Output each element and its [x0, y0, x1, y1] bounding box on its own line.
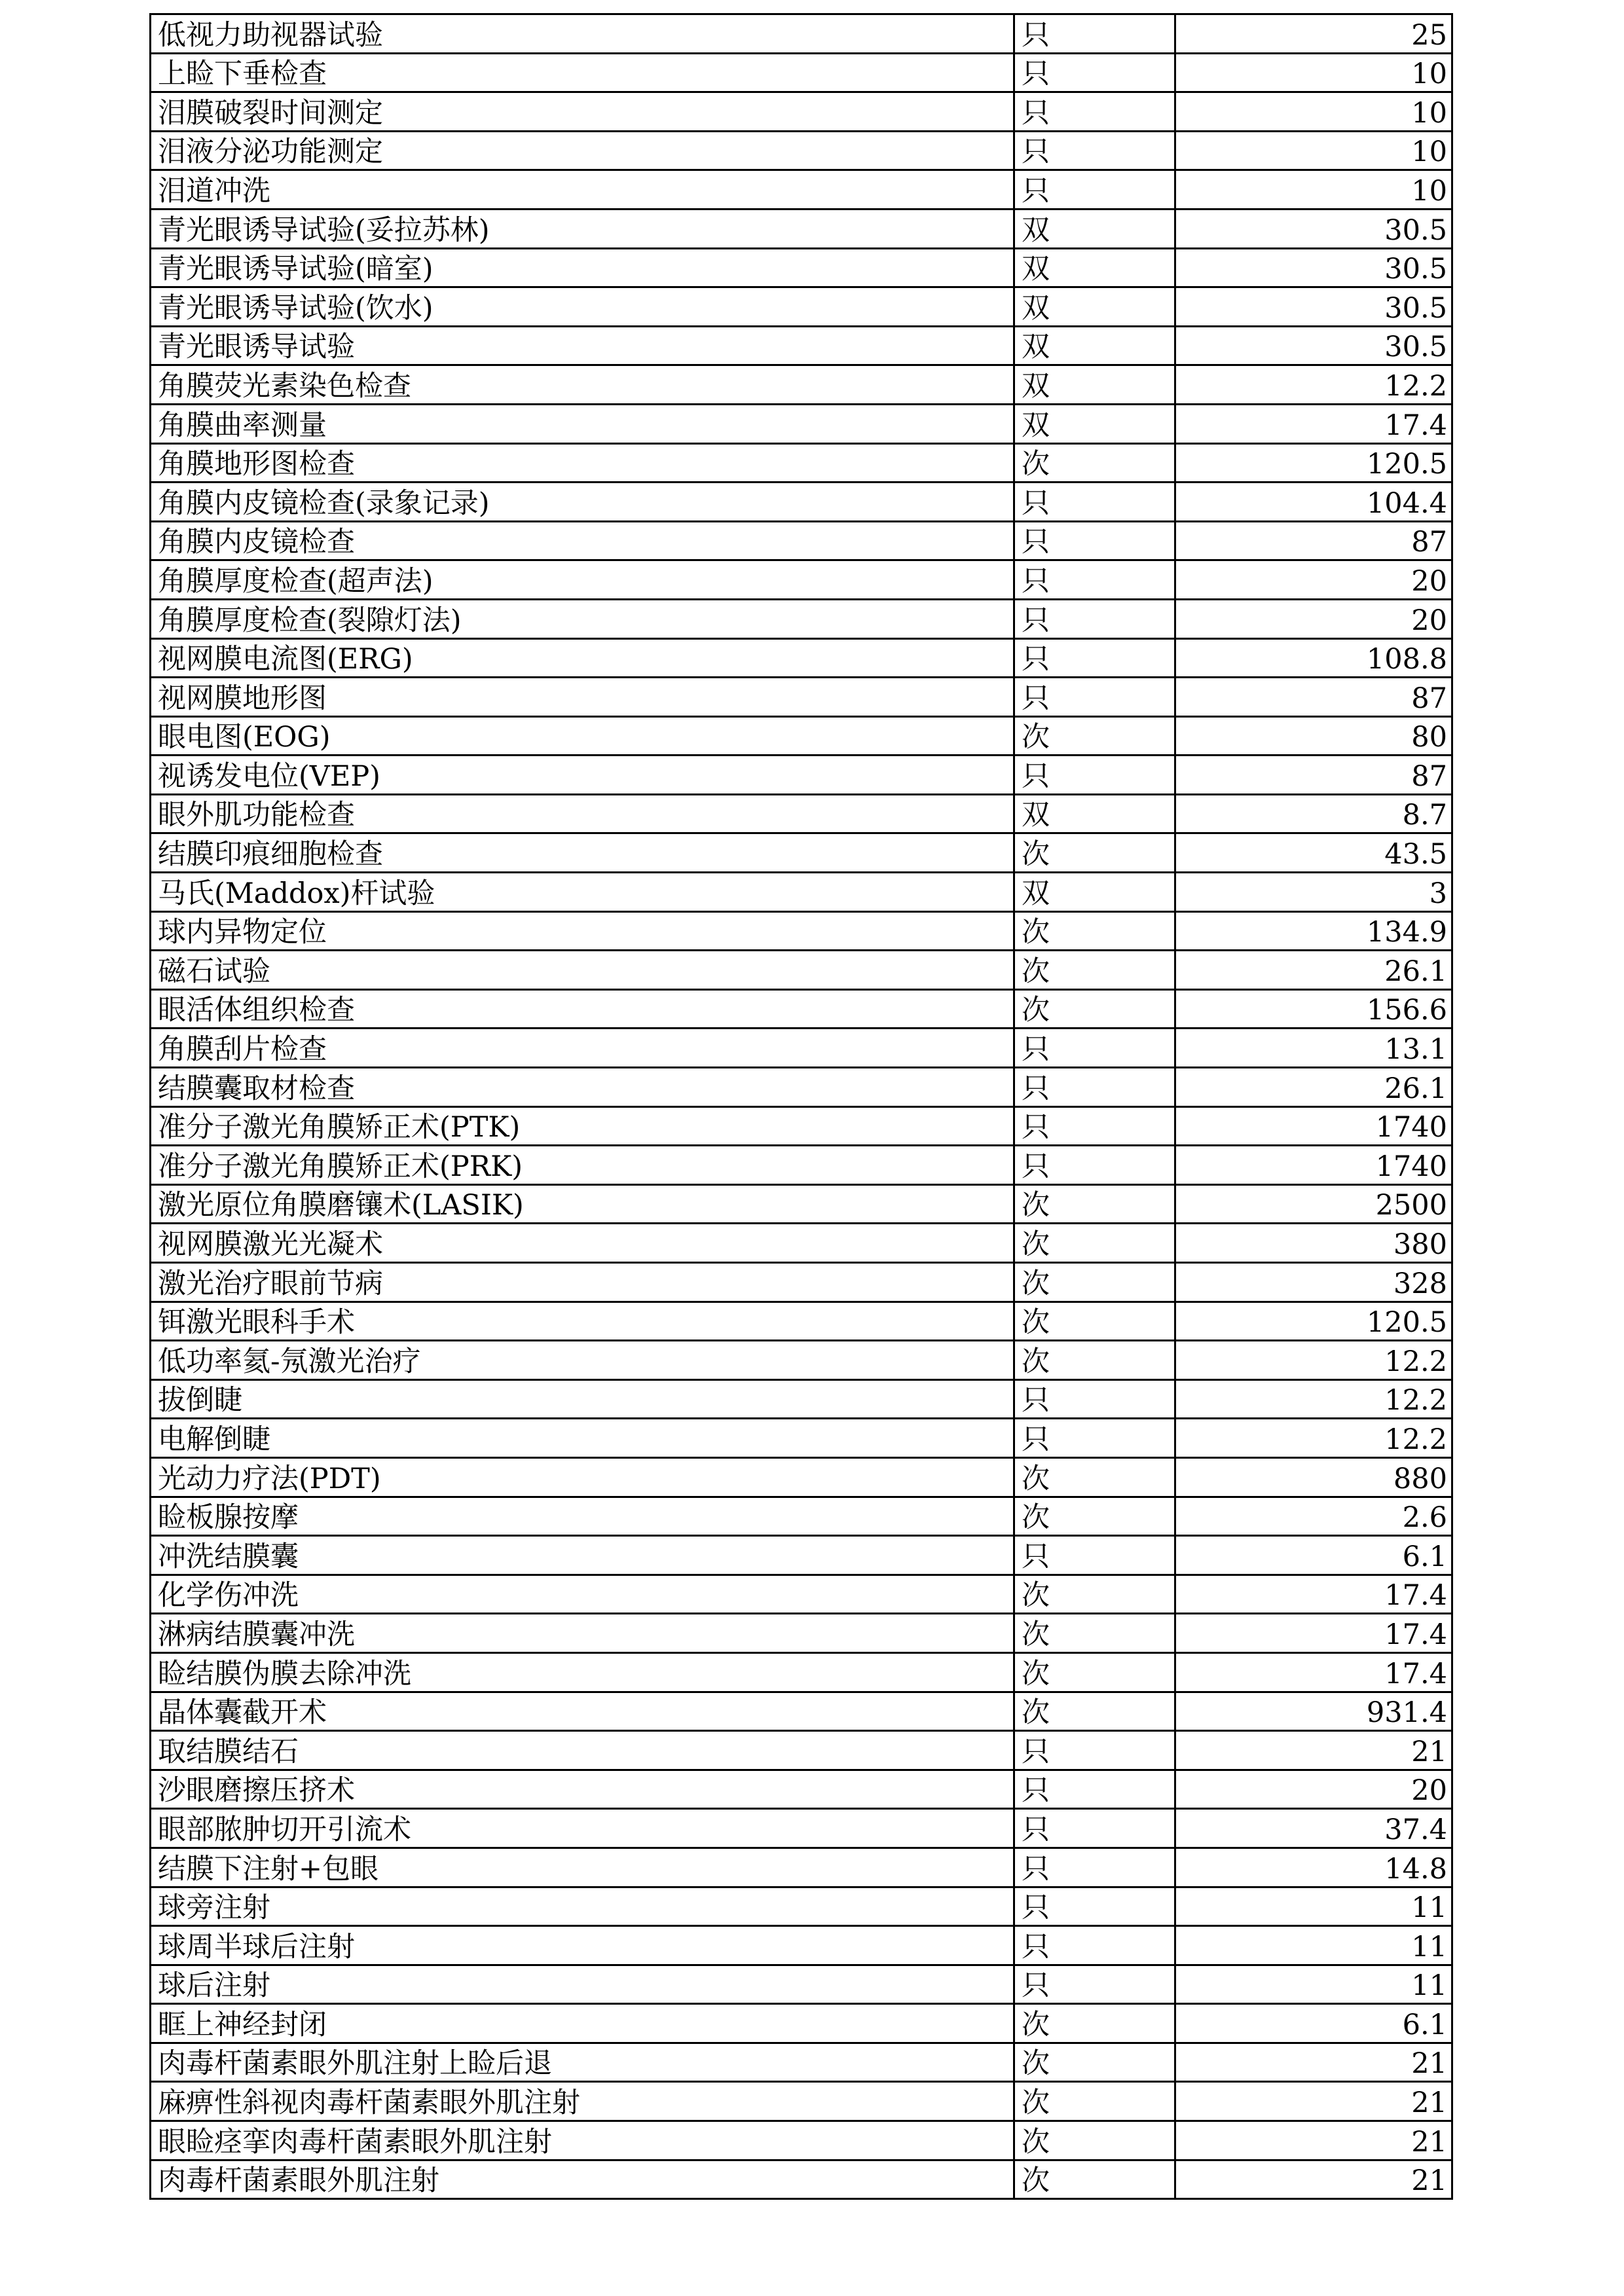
price-cell: 10 — [1175, 53, 1452, 92]
unit-cell: 次 — [1014, 911, 1175, 951]
item-name-cell: 化学伤冲洗 — [151, 1575, 1014, 1614]
item-name-cell: 低功率氦-氖激光治疗 — [151, 1341, 1014, 1380]
price-cell: 17.4 — [1175, 1575, 1452, 1614]
price-cell: 134.9 — [1175, 911, 1452, 951]
price-cell: 20 — [1175, 1770, 1452, 1809]
price-cell: 20 — [1175, 599, 1452, 638]
item-name-cell: 青光眼诱导试验 — [151, 326, 1014, 365]
table-row — [151, 1497, 1452, 1536]
price-cell: 8.7 — [1175, 794, 1452, 833]
unit-cell: 次 — [1014, 1184, 1175, 1224]
unit-cell: 只 — [1014, 53, 1175, 92]
unit-cell: 次 — [1014, 716, 1175, 756]
item-name-cell: 球后注射 — [151, 1965, 1014, 2004]
table-row — [151, 833, 1452, 873]
unit-cell: 只 — [1014, 1731, 1175, 1770]
item-name-cell: 结膜印痕细胞检查 — [151, 833, 1014, 873]
price-cell: 104.4 — [1175, 483, 1452, 522]
price-cell: 43.5 — [1175, 833, 1452, 873]
unit-cell: 次 — [1014, 1652, 1175, 1692]
table-row — [151, 638, 1452, 678]
price-cell: 6.1 — [1175, 1536, 1452, 1575]
table-row — [151, 599, 1452, 638]
item-name-cell: 光动力疗法(PDT) — [151, 1457, 1014, 1497]
item-name-cell: 铒激光眼科手术 — [151, 1302, 1014, 1341]
price-cell: 2500 — [1175, 1184, 1452, 1224]
unit-cell: 只 — [1014, 599, 1175, 638]
price-cell: 17.4 — [1175, 404, 1452, 443]
item-name-cell: 球周半球后注射 — [151, 1926, 1014, 1965]
price-cell: 14.8 — [1175, 1848, 1452, 1887]
item-name-cell: 电解倒睫 — [151, 1419, 1014, 1458]
table-row — [151, 1770, 1452, 1809]
table-row — [151, 1809, 1452, 1848]
unit-cell: 只 — [1014, 131, 1175, 170]
table-row — [151, 716, 1452, 756]
unit-cell: 双 — [1014, 365, 1175, 405]
table-row — [151, 1652, 1452, 1692]
price-cell: 12.2 — [1175, 1379, 1452, 1419]
table-row — [151, 873, 1452, 912]
price-cell: 11 — [1175, 1887, 1452, 1926]
unit-cell: 只 — [1014, 1536, 1175, 1575]
unit-cell: 次 — [1014, 1302, 1175, 1341]
unit-cell: 只 — [1014, 1770, 1175, 1809]
price-cell: 2.6 — [1175, 1497, 1452, 1536]
item-name-cell: 眼外肌功能检查 — [151, 794, 1014, 833]
item-name-cell: 角膜内皮镜检查(录象记录) — [151, 483, 1014, 522]
table-row — [151, 92, 1452, 132]
item-name-cell: 角膜荧光素染色检查 — [151, 365, 1014, 405]
table-row — [151, 1692, 1452, 1731]
unit-cell: 次 — [1014, 2004, 1175, 2043]
unit-cell: 只 — [1014, 1419, 1175, 1458]
unit-cell: 只 — [1014, 1848, 1175, 1887]
item-name-cell: 晶体囊截开术 — [151, 1692, 1014, 1731]
unit-cell: 次 — [1014, 951, 1175, 990]
unit-cell: 只 — [1014, 1106, 1175, 1146]
item-name-cell: 冲洗结膜囊 — [151, 1536, 1014, 1575]
item-name-cell: 眼部脓肿切开引流术 — [151, 1809, 1014, 1848]
table-row — [151, 1614, 1452, 1653]
price-cell: 30.5 — [1175, 248, 1452, 287]
unit-cell: 只 — [1014, 1965, 1175, 2004]
unit-cell: 双 — [1014, 326, 1175, 365]
item-name-cell: 角膜曲率测量 — [151, 404, 1014, 443]
unit-cell: 只 — [1014, 678, 1175, 717]
item-name-cell: 麻痹性斜视肉毒杆菌素眼外肌注射 — [151, 2082, 1014, 2121]
price-cell: 26.1 — [1175, 1068, 1452, 1107]
unit-cell: 双 — [1014, 404, 1175, 443]
price-cell: 1740 — [1175, 1106, 1452, 1146]
price-cell: 87 — [1175, 756, 1452, 795]
item-name-cell: 眶上神经封闭 — [151, 2004, 1014, 2043]
item-name-cell: 眼电图(EOG) — [151, 716, 1014, 756]
table-row — [151, 560, 1452, 600]
table-row — [151, 521, 1452, 560]
price-cell: 30.5 — [1175, 209, 1452, 248]
item-name-cell: 上睑下垂检查 — [151, 53, 1014, 92]
table-row — [151, 1029, 1452, 1068]
price-cell: 13.1 — [1175, 1029, 1452, 1068]
price-cell: 1740 — [1175, 1146, 1452, 1185]
price-cell: 87 — [1175, 521, 1452, 560]
item-name-cell: 球内异物定位 — [151, 911, 1014, 951]
table-row — [151, 1731, 1452, 1770]
item-name-cell: 眼活体组织检查 — [151, 989, 1014, 1029]
table-row — [151, 1068, 1452, 1107]
table-row — [151, 14, 1452, 54]
item-name-cell: 马氏(Maddox)杆试验 — [151, 873, 1014, 912]
price-cell: 6.1 — [1175, 2004, 1452, 2043]
unit-cell: 只 — [1014, 560, 1175, 600]
item-name-cell: 肉毒杆菌素眼外肌注射 — [151, 2160, 1014, 2199]
price-cell: 931.4 — [1175, 1692, 1452, 1731]
table-row — [151, 1263, 1452, 1302]
unit-cell: 双 — [1014, 794, 1175, 833]
table-row — [151, 678, 1452, 717]
unit-cell: 只 — [1014, 1029, 1175, 1068]
table-row — [151, 756, 1452, 795]
item-name-cell: 睑结膜伪膜去除冲洗 — [151, 1652, 1014, 1692]
item-name-cell: 角膜厚度检查(裂隙灯法) — [151, 599, 1014, 638]
table-row — [151, 2043, 1452, 2082]
price-cell: 12.2 — [1175, 365, 1452, 405]
price-cell: 87 — [1175, 678, 1452, 717]
unit-cell: 只 — [1014, 1887, 1175, 1926]
price-cell: 26.1 — [1175, 951, 1452, 990]
price-cell: 12.2 — [1175, 1341, 1452, 1380]
price-cell: 21 — [1175, 2121, 1452, 2160]
table-row — [151, 1575, 1452, 1614]
price-cell: 11 — [1175, 1965, 1452, 2004]
unit-cell: 双 — [1014, 873, 1175, 912]
table-row — [151, 911, 1452, 951]
unit-cell: 次 — [1014, 1497, 1175, 1536]
table-row — [151, 53, 1452, 92]
table-row — [151, 1302, 1452, 1341]
item-name-cell: 视网膜地形图 — [151, 678, 1014, 717]
table-row — [151, 1106, 1452, 1146]
price-cell: 3 — [1175, 873, 1452, 912]
price-cell: 17.4 — [1175, 1652, 1452, 1692]
table-row — [151, 1146, 1452, 1185]
price-cell: 120.5 — [1175, 443, 1452, 483]
unit-cell: 次 — [1014, 833, 1175, 873]
unit-cell: 次 — [1014, 2043, 1175, 2082]
price-cell: 17.4 — [1175, 1614, 1452, 1653]
unit-cell: 只 — [1014, 1926, 1175, 1965]
table-row — [151, 1419, 1452, 1458]
item-name-cell: 睑板腺按摩 — [151, 1497, 1014, 1536]
item-name-cell: 结膜下注射+包眼 — [151, 1848, 1014, 1887]
unit-cell: 只 — [1014, 170, 1175, 210]
price-cell: 10 — [1175, 170, 1452, 210]
item-name-cell: 青光眼诱导试验(妥拉苏林) — [151, 209, 1014, 248]
item-name-cell: 准分子激光角膜矫正术(PTK) — [151, 1106, 1014, 1146]
unit-cell: 次 — [1014, 1341, 1175, 1380]
item-name-cell: 肉毒杆菌素眼外肌注射上睑后退 — [151, 2043, 1014, 2082]
unit-cell: 次 — [1014, 2082, 1175, 2121]
item-name-cell: 结膜囊取材检查 — [151, 1068, 1014, 1107]
price-cell: 156.6 — [1175, 989, 1452, 1029]
unit-cell: 只 — [1014, 483, 1175, 522]
table-row — [151, 1224, 1452, 1263]
price-cell: 30.5 — [1175, 326, 1452, 365]
item-name-cell: 眼睑痉挛肉毒杆菌素眼外肌注射 — [151, 2121, 1014, 2160]
price-cell: 10 — [1175, 131, 1452, 170]
price-cell: 20 — [1175, 560, 1452, 600]
table-row — [151, 951, 1452, 990]
price-cell: 120.5 — [1175, 1302, 1452, 1341]
unit-cell: 次 — [1014, 1692, 1175, 1731]
price-cell: 11 — [1175, 1926, 1452, 1965]
unit-cell: 只 — [1014, 1379, 1175, 1419]
item-name-cell: 角膜刮片检查 — [151, 1029, 1014, 1068]
unit-cell: 只 — [1014, 14, 1175, 54]
table-row — [151, 209, 1452, 248]
unit-cell: 只 — [1014, 521, 1175, 560]
table-row — [151, 287, 1452, 327]
unit-cell: 次 — [1014, 1457, 1175, 1497]
table-row — [151, 248, 1452, 287]
item-name-cell: 拔倒睫 — [151, 1379, 1014, 1419]
table-row — [151, 1184, 1452, 1224]
table-row — [151, 1457, 1452, 1497]
item-name-cell: 青光眼诱导试验(饮水) — [151, 287, 1014, 327]
table-row — [151, 404, 1452, 443]
table-row — [151, 989, 1452, 1029]
unit-cell: 只 — [1014, 92, 1175, 132]
item-name-cell: 激光原位角膜磨镶术(LASIK) — [151, 1184, 1014, 1224]
unit-cell: 次 — [1014, 1614, 1175, 1653]
price-cell: 12.2 — [1175, 1419, 1452, 1458]
price-cell: 880 — [1175, 1457, 1452, 1497]
price-cell: 328 — [1175, 1263, 1452, 1302]
table-row — [151, 483, 1452, 522]
table-row — [151, 2121, 1452, 2160]
unit-cell: 只 — [1014, 1146, 1175, 1185]
table-row — [151, 443, 1452, 483]
unit-cell: 只 — [1014, 638, 1175, 678]
item-name-cell: 取结膜结石 — [151, 1731, 1014, 1770]
item-name-cell: 泪液分泌功能测定 — [151, 131, 1014, 170]
table-row — [151, 1965, 1452, 2004]
table-row — [151, 1341, 1452, 1380]
table-row — [151, 131, 1452, 170]
unit-cell: 次 — [1014, 2160, 1175, 2199]
item-name-cell: 低视力助视器试验 — [151, 14, 1014, 54]
price-cell: 80 — [1175, 716, 1452, 756]
unit-cell: 双 — [1014, 248, 1175, 287]
table-row — [151, 794, 1452, 833]
item-name-cell: 泪道冲洗 — [151, 170, 1014, 210]
unit-cell: 次 — [1014, 443, 1175, 483]
table-row — [151, 1848, 1452, 1887]
table-row — [151, 1887, 1452, 1926]
price-cell: 21 — [1175, 2160, 1452, 2199]
unit-cell: 次 — [1014, 1263, 1175, 1302]
item-name-cell: 准分子激光角膜矫正术(PRK) — [151, 1146, 1014, 1185]
table-row — [151, 326, 1452, 365]
price-cell: 380 — [1175, 1224, 1452, 1263]
unit-cell: 只 — [1014, 1809, 1175, 1848]
item-name-cell: 角膜厚度检查(超声法) — [151, 560, 1014, 600]
item-name-cell: 球旁注射 — [151, 1887, 1014, 1926]
price-cell: 21 — [1175, 1731, 1452, 1770]
item-name-cell: 角膜地形图检查 — [151, 443, 1014, 483]
unit-cell: 只 — [1014, 1068, 1175, 1107]
item-name-cell: 淋病结膜囊冲洗 — [151, 1614, 1014, 1653]
unit-cell: 次 — [1014, 2121, 1175, 2160]
item-name-cell: 视诱发电位(VEP) — [151, 756, 1014, 795]
table-row — [151, 2004, 1452, 2043]
table-row — [151, 365, 1452, 405]
fee-schedule-table — [149, 13, 1453, 2200]
unit-cell: 只 — [1014, 756, 1175, 795]
table-row — [151, 2160, 1452, 2199]
item-name-cell: 激光治疗眼前节病 — [151, 1263, 1014, 1302]
unit-cell: 次 — [1014, 989, 1175, 1029]
item-name-cell: 磁石试验 — [151, 951, 1014, 990]
unit-cell: 次 — [1014, 1224, 1175, 1263]
fee-schedule-body — [151, 14, 1452, 2199]
price-cell: 30.5 — [1175, 287, 1452, 327]
item-name-cell: 视网膜激光光凝术 — [151, 1224, 1014, 1263]
item-name-cell: 青光眼诱导试验(暗室) — [151, 248, 1014, 287]
price-cell: 10 — [1175, 92, 1452, 132]
table-row — [151, 1536, 1452, 1575]
unit-cell: 双 — [1014, 209, 1175, 248]
table-row — [151, 170, 1452, 210]
table-row — [151, 1379, 1452, 1419]
price-cell: 21 — [1175, 2043, 1452, 2082]
price-cell: 25 — [1175, 14, 1452, 54]
item-name-cell: 泪膜破裂时间测定 — [151, 92, 1014, 132]
unit-cell: 次 — [1014, 1575, 1175, 1614]
item-name-cell: 视网膜电流图(ERG) — [151, 638, 1014, 678]
table-row — [151, 1926, 1452, 1965]
price-cell: 108.8 — [1175, 638, 1452, 678]
table-row — [151, 2082, 1452, 2121]
item-name-cell: 角膜内皮镜检查 — [151, 521, 1014, 560]
price-cell: 21 — [1175, 2082, 1452, 2121]
item-name-cell: 沙眼磨擦压挤术 — [151, 1770, 1014, 1809]
price-cell: 37.4 — [1175, 1809, 1452, 1848]
unit-cell: 双 — [1014, 287, 1175, 327]
